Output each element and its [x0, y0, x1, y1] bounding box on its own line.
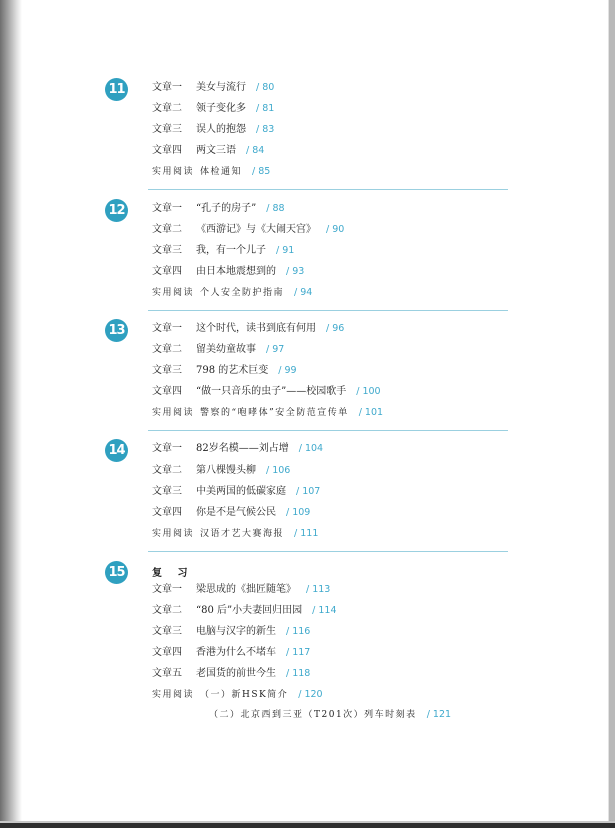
entry-title: 梁思成的《拙匠随笔》: [196, 584, 296, 595]
entry-page: / 116: [286, 626, 311, 637]
entry-label: 文章二: [152, 224, 182, 235]
entry-title: 警察的“咆哮体”安全防范宣传单: [200, 408, 349, 418]
toc-subentry[interactable]: [209, 707, 451, 723]
entry-label: 文章四: [152, 145, 182, 156]
toc-entry-practical[interactable]: [152, 687, 323, 703]
entry-title: （二）北京西到三亚（T201次）列车时刻表: [209, 710, 417, 720]
entry-title: “孔子的房子”: [196, 203, 257, 214]
unit-number-badge: 14: [105, 439, 128, 462]
entry-page: / 118: [286, 668, 311, 679]
toc-entry[interactable]: [152, 645, 310, 661]
entry-page: / 117: [286, 647, 311, 658]
entry-page: / 99: [278, 365, 297, 376]
entry-page: / 101: [358, 407, 384, 418]
toc-entry[interactable]: [152, 384, 381, 400]
entry-title: 误人的抱怨: [196, 124, 246, 135]
entry-title: 电脑与汉字的新生: [196, 626, 276, 637]
toc-entry[interactable]: [152, 321, 344, 337]
entry-title: 这个时代，读书到底有何用: [196, 323, 316, 334]
toc-entry[interactable]: [152, 582, 330, 598]
toc-entry[interactable]: [152, 143, 264, 159]
toc-entry-practical[interactable]: [152, 405, 383, 421]
entry-label: 文章二: [152, 465, 182, 476]
toc-entry-practical[interactable]: [152, 526, 318, 542]
entry-label: 文章三: [152, 486, 182, 497]
entry-page: / 88: [266, 203, 285, 214]
entry-label: 文章一: [152, 323, 182, 334]
entry-title: 两文三语: [196, 145, 236, 156]
entry-label: 文章一: [152, 443, 182, 454]
entry-title: 由日本地震想到的: [196, 266, 276, 277]
toc-entry[interactable]: [152, 222, 344, 238]
entry-title: “80 后”小夫妻回归田园: [196, 605, 303, 616]
page-edge-right: [609, 0, 615, 828]
entry-label: 实用阅读: [152, 529, 195, 539]
entry-label: 文章一: [152, 203, 182, 214]
entry-label: 实用阅读: [152, 288, 195, 298]
entry-page: / 104: [298, 443, 324, 454]
entry-label: 文章四: [152, 507, 182, 518]
section-divider: [148, 310, 508, 311]
unit-number-badge: 13: [105, 319, 128, 342]
toc-entry[interactable]: [152, 264, 304, 280]
toc-entry[interactable]: [152, 505, 310, 521]
entry-page: / 106: [266, 465, 291, 476]
entry-page: / 111: [294, 528, 319, 539]
entry-page: / 109: [286, 507, 311, 518]
section-divider: [148, 430, 508, 431]
toc-entry[interactable]: [152, 80, 274, 96]
entry-title: 82岁名模——刘占增: [196, 443, 289, 454]
toc-entry[interactable]: [152, 122, 274, 138]
entry-label: 文章四: [152, 266, 182, 277]
entry-page: / 93: [286, 266, 305, 277]
entry-title: 留美幼童故事: [196, 344, 256, 355]
section-divider: [148, 189, 508, 190]
entry-page: / 97: [266, 344, 285, 355]
page-edge-bottom: [0, 823, 615, 828]
entry-page: / 90: [326, 224, 345, 235]
entry-page: / 100: [356, 386, 381, 397]
entry-label: 实用阅读: [152, 408, 195, 418]
entry-page: / 80: [256, 82, 275, 93]
entry-page: / 85: [252, 166, 271, 177]
entry-title: （一）新HSK简介: [200, 690, 289, 700]
entry-title: 第八棵馒头柳: [196, 465, 256, 476]
entry-label: 文章二: [152, 103, 182, 114]
toc-entry[interactable]: [152, 363, 297, 379]
entry-page: / 121: [426, 709, 452, 720]
toc-entry[interactable]: [152, 463, 290, 479]
entry-page: / 84: [246, 145, 265, 156]
toc-entry[interactable]: [152, 603, 337, 619]
entry-page: / 81: [256, 103, 275, 114]
entry-page: / 107: [296, 486, 321, 497]
toc-entry[interactable]: [152, 624, 310, 640]
entry-title: 你是不是气候公民: [196, 507, 276, 518]
toc-entry[interactable]: [152, 484, 320, 500]
unit-number-badge: 15: [105, 561, 128, 584]
toc-entry[interactable]: [152, 201, 285, 217]
toc-entry[interactable]: [152, 243, 294, 259]
entry-title: 体检通知: [200, 167, 243, 177]
entry-page: / 91: [276, 245, 295, 256]
entry-page: / 114: [312, 605, 337, 616]
toc-entry[interactable]: [152, 101, 274, 117]
entry-title: 个人安全防护指南: [200, 288, 285, 298]
entry-label: 文章一: [152, 584, 182, 595]
entry-label: 文章四: [152, 386, 182, 397]
toc-entry[interactable]: [152, 441, 323, 457]
entry-page: / 113: [306, 584, 331, 595]
entry-title: 中美两国的低碳家庭: [196, 486, 286, 497]
entry-label: 文章四: [152, 647, 182, 658]
entry-page: / 96: [326, 323, 345, 334]
page-gutter-shadow: [0, 0, 22, 828]
entry-title: 领子变化多: [196, 103, 246, 114]
entry-title: 老国货的前世今生: [196, 668, 276, 679]
entry-label: 文章二: [152, 344, 182, 355]
toc-entry-practical[interactable]: [152, 285, 312, 301]
entry-label: 文章五: [152, 668, 182, 679]
entry-title: 美女与流行: [196, 82, 246, 93]
entry-label: 文章三: [152, 626, 182, 637]
entry-label: 文章三: [152, 245, 182, 256]
unit-number-badge: 12: [105, 199, 128, 222]
unit-number-badge: 11: [105, 78, 128, 101]
entry-title: “做一只音乐的虫子”——校园歌手: [196, 386, 347, 397]
review-heading: 复 习: [152, 568, 194, 579]
section-divider: [148, 551, 508, 552]
entry-label: 实用阅读: [152, 167, 195, 177]
entry-title: 我，有一个儿子: [196, 245, 266, 256]
page-edge-right-line: [608, 0, 609, 828]
entry-page: / 83: [256, 124, 275, 135]
entry-page: / 94: [294, 287, 313, 298]
entry-title: 汉语才艺大赛海报: [200, 529, 285, 539]
entry-label: 文章三: [152, 124, 182, 135]
toc-entry-practical[interactable]: [152, 164, 270, 180]
entry-label: 实用阅读: [152, 690, 195, 700]
entry-label: 文章一: [152, 82, 182, 93]
toc-entry[interactable]: [152, 666, 310, 682]
entry-page: / 120: [298, 689, 323, 700]
entry-label: 文章三: [152, 365, 182, 376]
toc-entry[interactable]: [152, 342, 284, 358]
entry-label: 文章二: [152, 605, 182, 616]
entry-title: 《西游记》与《大闹天宫》: [196, 224, 316, 235]
entry-title: 香港为什么不堵车: [196, 647, 276, 658]
entry-title: 798 的艺术巨变: [196, 365, 269, 376]
